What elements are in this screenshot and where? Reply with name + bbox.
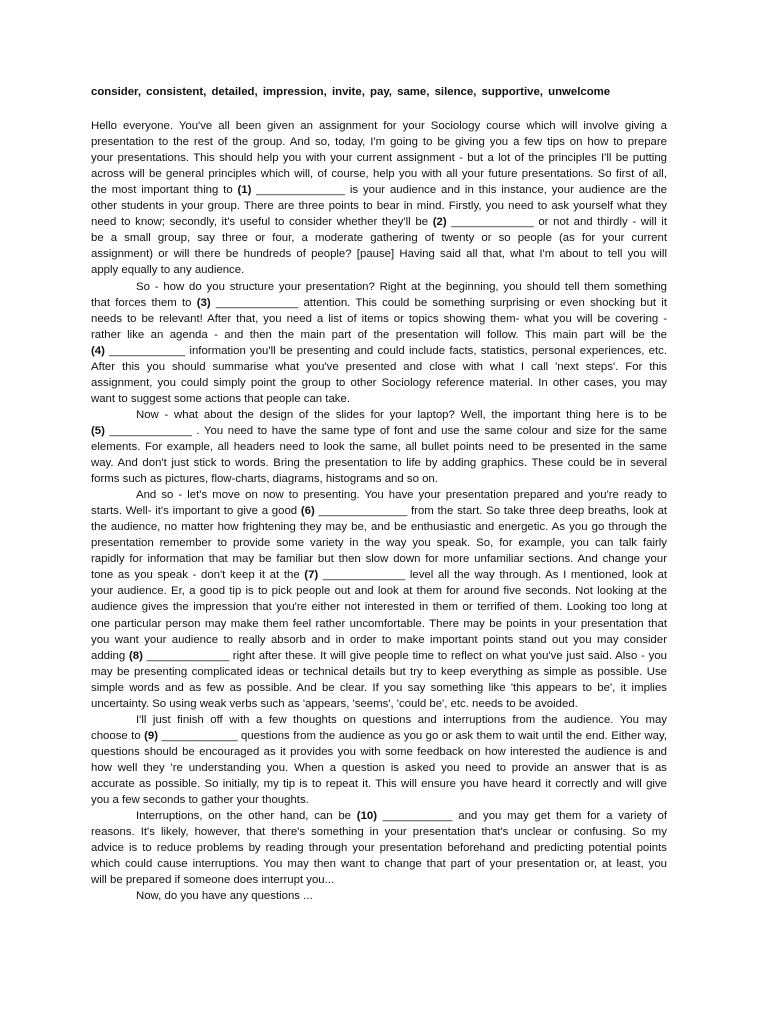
text-line: adding (8) _____________ right after these. It will give people time to reflect on what you've just said. Also - you: [91, 649, 667, 662]
text-line: you a few seconds to gather your thoughts.: [91, 794, 309, 807]
text-line: forms such as pictures, flow-charts, diagrams, histograms and so on.: [91, 473, 438, 486]
text-line: choose to (9) ____________ questions from the audience as you go or ask them to wait until the end. Either way,: [91, 729, 668, 742]
text-line: Interruptions, on the other hand, can be (10) ___________ and you may get them for a variety of: [136, 810, 668, 823]
text-line: assignment) or will there be hundreds of people? [pause] Having said all that, what I'm about to tell you will: [91, 248, 667, 261]
text-line: questions should be encouraged as it provides you with some feedback on how interested the audience is and: [91, 745, 667, 758]
worksheet-page: [91, 84, 667, 904]
text-line: how well they 're understanding you. When a question is asked you need to provide an answer that is as: [91, 761, 667, 774]
text-line: needs to be relevant! After that, you need a list of items or topics showing them- what you will be covering -: [91, 312, 667, 325]
text-line: rapidly for information that may be familiar but then slow down for more unfamiliar sections. And change your: [91, 553, 667, 566]
text-line: way. And don't just stick to words. Bring the presentation to life by adding graphics. These could be in several: [91, 457, 667, 470]
text-line: your presentations. This should help you with your current assignment - but a lot of the principles I'll be putting: [91, 152, 667, 165]
text-line: will be prepared if someone does interrupt you...: [91, 874, 335, 887]
text-line: simple words and as few as possible. And be clear. If you say something like 'this appears to be', it implies: [91, 681, 667, 694]
gap-number: (5): [91, 424, 105, 437]
text-line: be a small group, say three or four, a moderate gathering of twenty or so people (as for your current: [91, 232, 667, 245]
word-bank: consider, consistent, detailed, impression, invite, pay, same, silence, supportive, unwelcome: [91, 86, 611, 98]
text-line: reasons. It's likely, however, that there's something in your presentation that's unclear or confusing. So my: [91, 826, 667, 839]
text-line: After this you should summarise what you've presented and close with what I call 'next steps'. For this: [91, 360, 667, 373]
text-line: Hello everyone. You've all been given an assignment for your Sociology course which will involve giving a: [91, 120, 667, 133]
text-line: may be presenting complicated ideas or technical details but try to keep everything as simple as possible. Use: [91, 665, 667, 678]
text-line: need to know; secondly, it's useful to consider whether they'll be (2) _____________ or not and thirdly - will it: [91, 216, 667, 229]
gap-number: (4): [91, 344, 105, 357]
gap-number: (7): [304, 569, 319, 582]
text-line: elements. For example, all headers need to look the same, all bullet points need to be presented in the same: [91, 440, 667, 453]
text-line: So - how do you structure your presentation? Right at the beginning, you should tell them something: [136, 280, 667, 293]
text-line: Now, do you have any questions ...: [136, 890, 313, 903]
text-line: (4) ____________ information you'll be presenting and could include facts, statistics, personal experiences, etc.: [91, 344, 667, 357]
gap-number: (9): [144, 729, 159, 742]
gap-number: (2): [432, 216, 447, 229]
gap-number: (8): [128, 649, 143, 662]
text-line: presentation remember to provide some variety in the way you speak. So, for example, you can talk fairly: [91, 537, 667, 550]
text-line: other students in your group. There are three points to bear in mind. Firstly, you need to ask yourself what they: [91, 200, 667, 213]
text-line: the most important thing to (1) ______________ is your audience and in this instance, your audience are the: [91, 184, 667, 197]
text-line: starts. Well- it's important to give a good (6) ______________ from the start. So take three deep breaths, look at: [91, 505, 667, 518]
text-line: across will be general principles which will, of course, help you with all your future presentations. So first of all,: [91, 168, 667, 181]
text-line: apply equally to any audience.: [91, 264, 245, 277]
text-line: which could cause interruptions. You may then want to change that part of your presentation or, at least, you: [91, 858, 667, 871]
text-line: accurate as possible. So initially, my tip is to repeat it. This will ensure you have heard it correctly and will give: [91, 777, 667, 790]
gap-number: (1): [237, 184, 252, 197]
text-line: tone as you speak - don't keep it at the (7) _____________ level all the way through. As I mentioned, look at: [91, 569, 667, 582]
text-line: presentation to the rest of the group. And so, today, I'm going to be giving you a few tips on how to prepare: [91, 136, 667, 149]
text-line: the audience, no matter how frightening they may be, and be enthusiastic and energetic. As you go through the: [91, 521, 667, 534]
text-line: And so - let's move on now to presenting. You have your presentation prepared and you're ready to: [136, 489, 667, 502]
lecture-transcript: [91, 118, 667, 904]
text-line: Now - what about the design of the slides for your laptop? Well, the important thing here is to be: [136, 408, 667, 421]
text-line: I'll just finish off with a few thoughts on questions and interruptions from the audience. You may: [136, 713, 667, 726]
gap-number: (6): [300, 505, 315, 518]
text-line: one particular person may make them feel rather uncomfortable. There may be points in your presentation that: [91, 617, 667, 630]
text-line: assignment, you could simply point the group to other Sociology reference material. In other cases, you may: [91, 376, 667, 389]
text-line: (5) _____________ . You need to have the same type of font and use the same colour and size for the same: [91, 424, 667, 437]
text-line: you want your audience to really absorb and in order to make important points stand out you may consider: [91, 633, 667, 646]
text-line: your audience. Er, a good tip is to pick people out and look at them for around five seconds. Not looking at the: [91, 585, 667, 598]
gap-number: (10): [356, 810, 378, 823]
text-line: audience gives the impression that you're either not interested in them or terrified of them. Looking too long at: [91, 601, 667, 614]
text-line: advice is to reduce problems by reading through your presentation beforehand and predicting potential points: [91, 842, 667, 855]
text-line: that forces them to (3) _____________ attention. This could be something surprising or even shocking but it: [91, 296, 668, 309]
text-line: uncertainty. So using weak verbs such as 'appears, 'seems', 'could be', etc. needs to be avoided.: [91, 697, 578, 710]
gap-number: (3): [196, 296, 211, 309]
text-line: want to suggest some actions that people can take.: [91, 392, 350, 405]
text-line: rather like an agenda - and then the main part of the presentation will follow. This main part will be the: [91, 328, 667, 341]
